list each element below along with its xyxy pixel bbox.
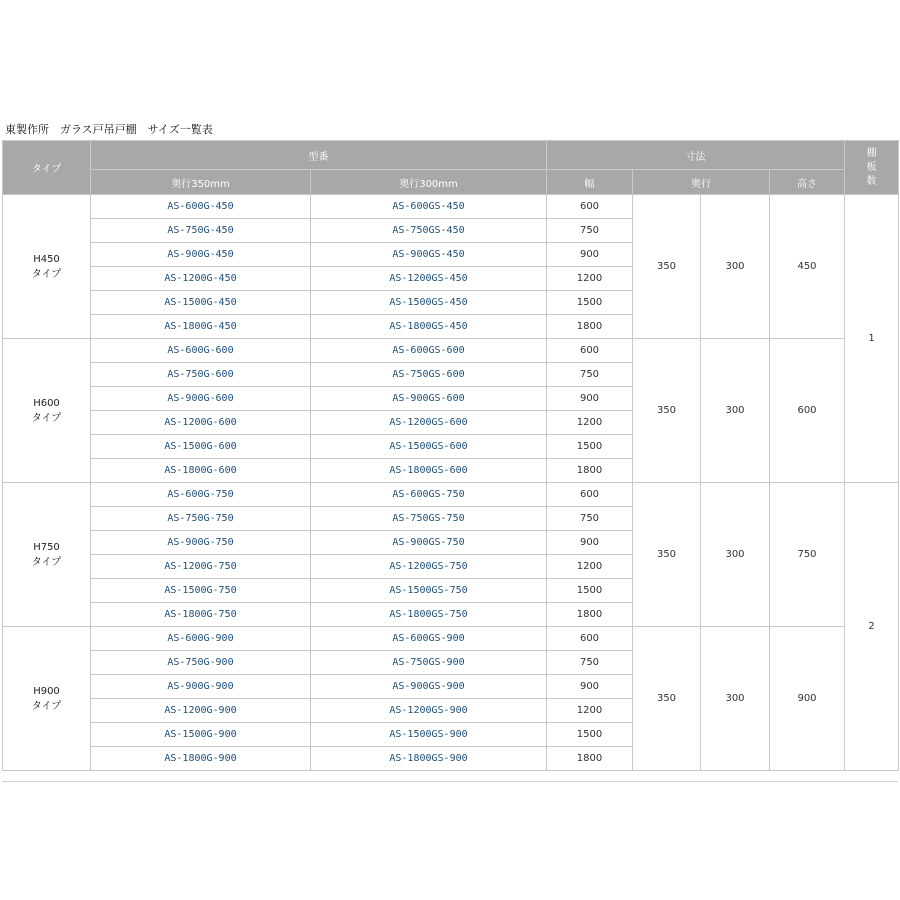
width-value: 750 — [547, 219, 633, 243]
model-depth350: AS-600G-450 — [91, 195, 311, 219]
header-depth350: 奥行350mm — [91, 170, 311, 195]
model-depth300: AS-1200GS-600 — [311, 411, 547, 435]
type-label-line1: H750 — [33, 541, 60, 553]
page-title: 東製作所 ガラス戸吊戸棚 サイズ一覧表 — [5, 123, 213, 136]
width-value: 1500 — [547, 579, 633, 603]
depth-value-300: 300 — [701, 627, 770, 771]
width-value: 900 — [547, 531, 633, 555]
model-depth350: AS-1800G-600 — [91, 459, 311, 483]
model-depth350: AS-1500G-600 — [91, 435, 311, 459]
width-value: 1800 — [547, 603, 633, 627]
type-label-cell — [3, 483, 91, 627]
width-value: 1200 — [547, 267, 633, 291]
model-depth300: AS-750GS-900 — [311, 651, 547, 675]
type-label-line2: タイプ — [31, 268, 62, 280]
model-depth350: AS-900G-750 — [91, 531, 311, 555]
type-label-line1: H900 — [33, 685, 60, 697]
model-depth350: AS-1500G-750 — [91, 579, 311, 603]
width-value: 1800 — [547, 747, 633, 771]
type-label-line2: タイプ — [31, 556, 62, 568]
size-table — [2, 140, 899, 771]
model-depth300: AS-1500GS-900 — [311, 723, 547, 747]
depth-value-350: 350 — [633, 627, 701, 771]
model-depth300: AS-600GS-600 — [311, 339, 547, 363]
model-depth350: AS-1800G-450 — [91, 315, 311, 339]
model-depth300: AS-600GS-450 — [311, 195, 547, 219]
width-value: 750 — [547, 507, 633, 531]
depth-value-300: 300 — [701, 339, 770, 483]
header-height: 高さ — [770, 170, 845, 195]
model-depth300: AS-900GS-900 — [311, 675, 547, 699]
table-row — [3, 195, 899, 219]
model-depth300: AS-600GS-900 — [311, 627, 547, 651]
header-dimensions: 寸法 — [547, 141, 845, 170]
model-depth350: AS-1200G-900 — [91, 699, 311, 723]
model-depth300: AS-1800GS-900 — [311, 747, 547, 771]
model-depth350: AS-1200G-750 — [91, 555, 311, 579]
depth-value-300: 300 — [701, 483, 770, 627]
type-label-cell — [3, 195, 91, 339]
height-value: 900 — [770, 627, 845, 771]
header-shelf-count — [845, 141, 899, 195]
header-depth300: 奥行300mm — [311, 170, 547, 195]
model-depth350: AS-1500G-900 — [91, 723, 311, 747]
type-label-line1: H600 — [33, 397, 60, 409]
model-depth300: AS-750GS-600 — [311, 363, 547, 387]
depth-value-300: 300 — [701, 195, 770, 339]
width-value: 600 — [547, 483, 633, 507]
width-value: 600 — [547, 195, 633, 219]
width-value: 750 — [547, 651, 633, 675]
header-type: タイプ — [3, 141, 91, 195]
width-value: 1200 — [547, 411, 633, 435]
depth-value-350: 350 — [633, 195, 701, 339]
model-depth300: AS-1200GS-450 — [311, 267, 547, 291]
width-value: 900 — [547, 243, 633, 267]
width-value: 1800 — [547, 315, 633, 339]
depth-value-350: 350 — [633, 339, 701, 483]
model-depth300: AS-1800GS-600 — [311, 459, 547, 483]
bottom-divider — [2, 781, 898, 782]
model-depth300: AS-750GS-750 — [311, 507, 547, 531]
width-value: 1800 — [547, 459, 633, 483]
table-row — [3, 483, 899, 507]
height-value: 600 — [770, 339, 845, 483]
model-depth300: AS-1200GS-750 — [311, 555, 547, 579]
type-label-cell — [3, 339, 91, 483]
model-depth350: AS-1800G-900 — [91, 747, 311, 771]
width-value: 1200 — [547, 699, 633, 723]
type-label-line2: タイプ — [31, 412, 62, 424]
model-depth300: AS-900GS-750 — [311, 531, 547, 555]
model-depth350: AS-600G-900 — [91, 627, 311, 651]
model-depth300: AS-1800GS-450 — [311, 315, 547, 339]
table-body — [3, 195, 899, 771]
model-depth300: AS-1500GS-450 — [311, 291, 547, 315]
model-depth300: AS-1200GS-900 — [311, 699, 547, 723]
model-depth300: AS-1800GS-750 — [311, 603, 547, 627]
header-shelf-count-text: 棚板数 — [866, 147, 877, 187]
model-depth300: AS-750GS-450 — [311, 219, 547, 243]
width-value: 600 — [547, 627, 633, 651]
width-value: 1500 — [547, 291, 633, 315]
model-depth350: AS-900G-450 — [91, 243, 311, 267]
header-model: 型番 — [91, 141, 547, 170]
model-depth350: AS-750G-750 — [91, 507, 311, 531]
width-value: 1500 — [547, 435, 633, 459]
model-depth350: AS-600G-600 — [91, 339, 311, 363]
model-depth350: AS-750G-900 — [91, 651, 311, 675]
width-value: 1500 — [547, 723, 633, 747]
model-depth350: AS-750G-450 — [91, 219, 311, 243]
width-value: 900 — [547, 387, 633, 411]
shelf-count-value: 1 — [845, 195, 899, 483]
model-depth300: AS-900GS-600 — [311, 387, 547, 411]
model-depth350: AS-600G-750 — [91, 483, 311, 507]
type-label-line2: タイプ — [31, 700, 62, 712]
header-depth: 奥行 — [633, 170, 770, 195]
model-depth350: AS-1200G-600 — [91, 411, 311, 435]
model-depth350: AS-1500G-450 — [91, 291, 311, 315]
width-value: 900 — [547, 675, 633, 699]
model-depth350: AS-1200G-450 — [91, 267, 311, 291]
header-width: 幅 — [547, 170, 633, 195]
width-value: 750 — [547, 363, 633, 387]
type-label-line1: H450 — [33, 253, 60, 265]
shelf-count-value: 2 — [845, 483, 899, 771]
table-row — [3, 627, 899, 651]
depth-value-350: 350 — [633, 483, 701, 627]
model-depth300: AS-600GS-750 — [311, 483, 547, 507]
height-value: 450 — [770, 195, 845, 339]
model-depth350: AS-750G-600 — [91, 363, 311, 387]
type-label-cell — [3, 627, 91, 771]
width-value: 1200 — [547, 555, 633, 579]
width-value: 600 — [547, 339, 633, 363]
model-depth300: AS-1500GS-750 — [311, 579, 547, 603]
model-depth300: AS-1500GS-600 — [311, 435, 547, 459]
model-depth350: AS-900G-900 — [91, 675, 311, 699]
height-value: 750 — [770, 483, 845, 627]
model-depth300: AS-900GS-450 — [311, 243, 547, 267]
model-depth350: AS-1800G-750 — [91, 603, 311, 627]
model-depth350: AS-900G-600 — [91, 387, 311, 411]
table-row — [3, 339, 899, 363]
